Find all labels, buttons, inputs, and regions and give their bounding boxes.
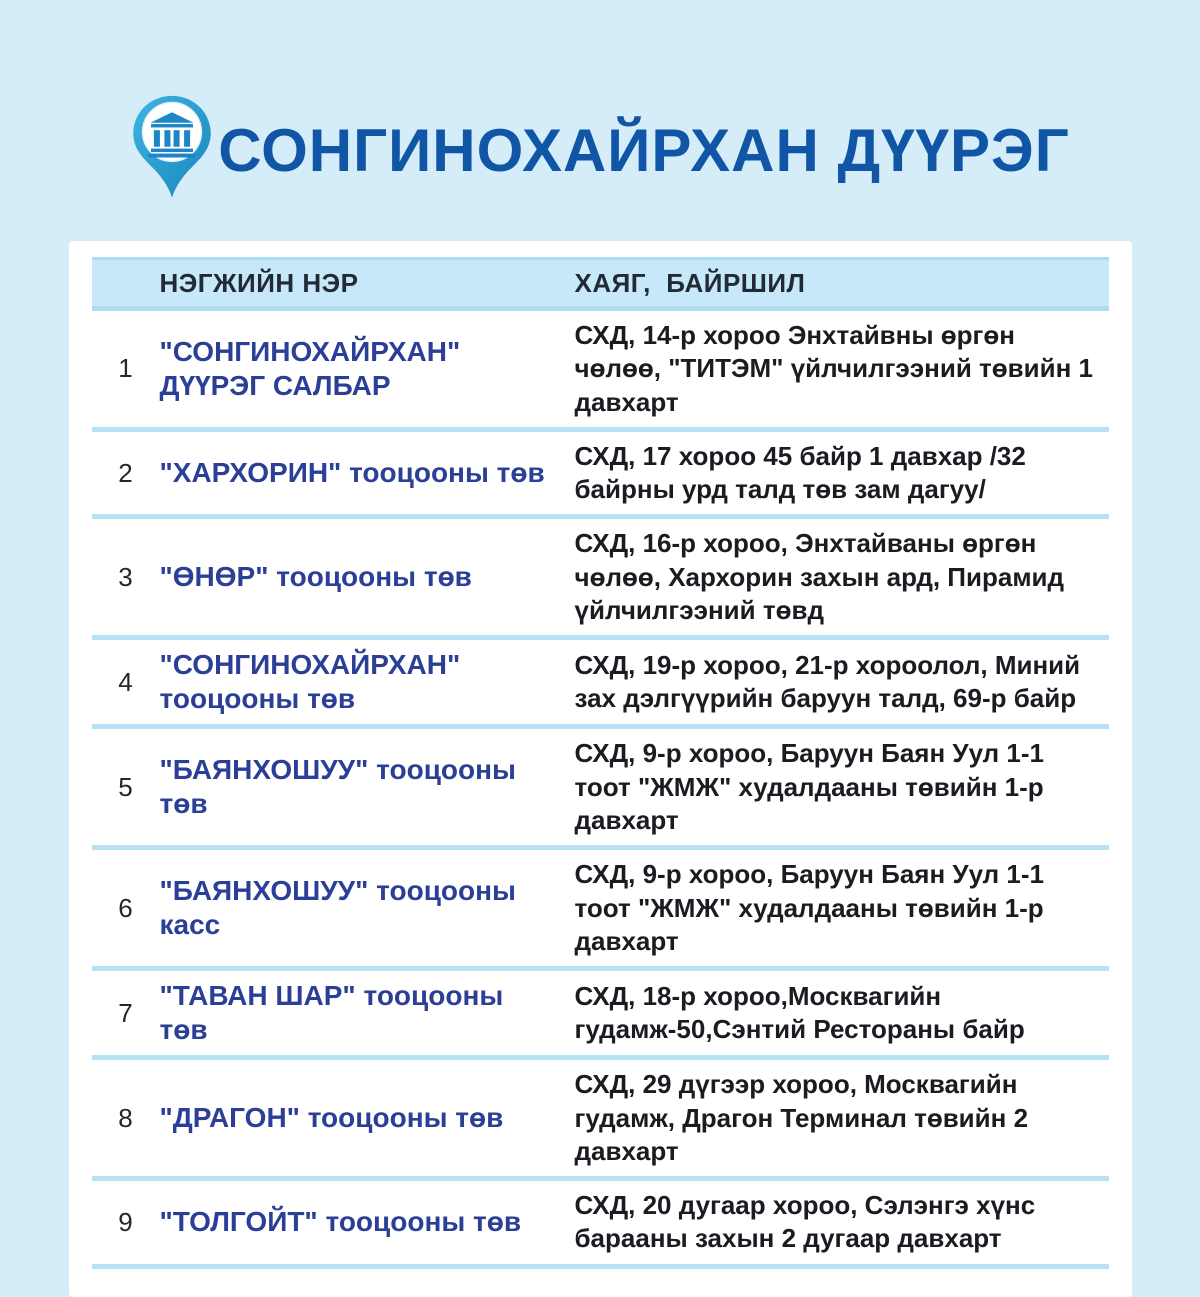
- row-number: 2: [118, 457, 133, 488]
- row-number: 6: [118, 892, 133, 923]
- branch-address: СХД, 14-р хороо Энхтайвны өргөн чөлөө, "ТИТЭМ" үйлчилгээний төвийн 1 давхарт: [574, 320, 1093, 417]
- header-cell-name: НЭГЖИЙН НЭР: [159, 267, 359, 298]
- row-number: 8: [118, 1102, 133, 1133]
- table-row: [92, 432, 1109, 520]
- branch-address: СХД, 9-р хороо, Баруун Баян Уул 1-1 тоот "ЖМЖ" худалдааны төвийн 1-р давхарт: [574, 859, 1044, 956]
- branch-name: "ХАРХОРИН" тооцооны төв: [159, 456, 545, 488]
- table-row: [92, 519, 1109, 640]
- table-row: [92, 729, 1109, 850]
- row-number: 9: [118, 1206, 133, 1237]
- map-pin-bank-icon: [130, 96, 214, 205]
- branch-name: "ДРАГОН" тооцооны төв: [159, 1102, 504, 1134]
- page-header: [0, 96, 1200, 205]
- branch-name: "СОНГИНОХАЙРХАН" тооцооны төв: [159, 649, 461, 715]
- branch-address: СХД, 19-р хороо, 21-р хороолол, Миний зах дэлгүүрийн баруун талд, 69-р байр: [574, 650, 1081, 714]
- branch-address: СХД, 18-р хороо,Москвагийн гудамж-50,Сэнтий Рестораны байр: [574, 980, 1025, 1045]
- branch-name: "ТАВАН ШАР" тооцооны төв: [159, 980, 504, 1046]
- branches-table-card: [69, 241, 1132, 1297]
- row-number: 1: [118, 353, 133, 384]
- table-row: [92, 640, 1109, 729]
- row-number: 7: [118, 997, 133, 1028]
- branch-address: СХД, 16-р хороо, Энхтайваны өргөн чөлөө, Хархорин захын ард, Пирамид үйлчилгээний төвд: [574, 528, 1065, 625]
- row-number: 5: [118, 771, 133, 802]
- header-cell-address: ХАЯГ, БАЙРШИЛ: [574, 267, 806, 298]
- branch-name: "СОНГИНОХАЙРХАН" ДҮҮРЭГ САЛБАР: [159, 335, 461, 401]
- branch-address: СХД, 9-р хороо, Баруун Баян Уул 1-1 тоот "ЖМЖ" худалдааны төвийн 1-р давхарт: [574, 738, 1044, 835]
- branch-address: СХД, 17 хороо 45 байр 1 давхар /32 байрны урд талд төв зам дагуу/: [574, 440, 1026, 505]
- table-row: [92, 1181, 1109, 1269]
- branch-name: "ӨНӨР" тооцооны төв: [159, 561, 472, 593]
- table-row: [92, 311, 1109, 432]
- branch-address: СХД, 20 дугаар хороо, Сэлэнгэ хүнс барааны захын 2 дугаар давхарт: [574, 1190, 1036, 1254]
- branch-address: СХД, 29 дүгээр хороо, Москвагийн гудамж, Драгон Терминал төвийн 2 давхарт: [574, 1069, 1029, 1166]
- row-number: 3: [118, 561, 133, 592]
- page-title: СОНГИНОХАЙРХАН ДҮҮРЭГ: [218, 117, 1070, 184]
- branch-name: "ТОЛГОЙТ" тооцооны төв: [159, 1206, 522, 1238]
- table-row: [92, 1060, 1109, 1181]
- table-row: [92, 850, 1109, 971]
- branch-name: "БАЯНХОШУУ" тооцооны төв: [159, 754, 516, 820]
- table-header-row: [92, 257, 1109, 311]
- row-number: 4: [118, 666, 133, 697]
- table-row: [92, 971, 1109, 1060]
- branch-name: "БАЯНХОШУУ" тооцооны касс: [159, 874, 516, 941]
